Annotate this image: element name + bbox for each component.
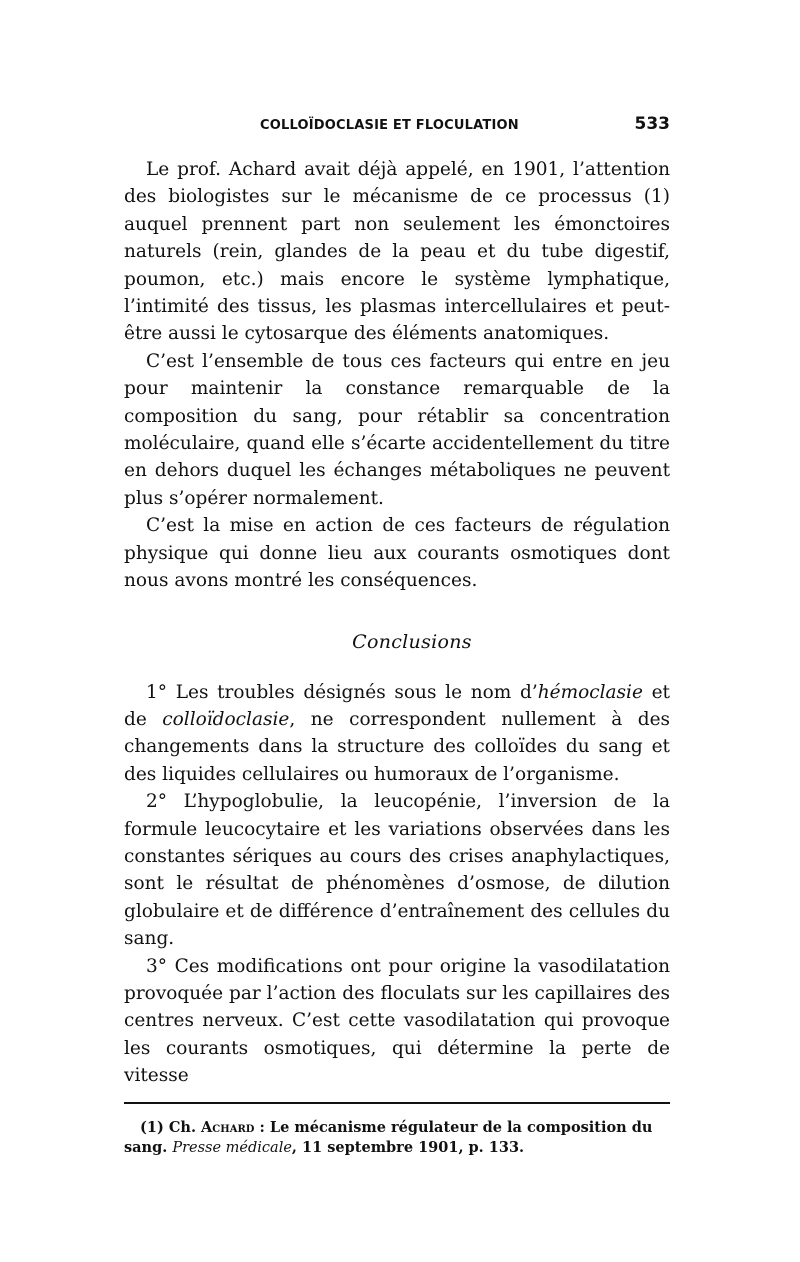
footnote-author: Achard — [201, 1118, 255, 1136]
body-text — [124, 156, 670, 1090]
paragraph-2: C’est l’ensemble de tous ces facteurs qui entre en jeu pour maintenir la constance remarquable de la composition du sang, pour rétablir sa concentration moléculaire, quand elle s’écarte accidentellement du titre en dehors duquel les échanges métaboliques ne peuvent plus s’opérer normalement. — [124, 350, 670, 509]
page-header — [124, 110, 670, 136]
paragraph-3: C’est la mise en action de ces facteurs de régulation physique qui donne lieu aux courants osmotiques dont nous avons montré les conséquences. — [124, 515, 670, 592]
footnote — [124, 1118, 670, 1158]
running-title: COLLOÏDOCLASIE ET FLOCULATION — [260, 118, 519, 133]
footnote-journal: Presse médicale — [172, 1139, 292, 1156]
footnote-title: : Le mécanisme régulateur de la composition du sang. — [124, 1118, 653, 1156]
book-page — [124, 110, 670, 1158]
conclusion-1-prefix: 1° Les troubles désignés sous le nom d’ — [146, 681, 538, 703]
footnote-marker: (1) Ch. — [140, 1118, 202, 1136]
conclusion-3: 3° Ces modifications ont pour origine la vasodilatation provoquée par l’action des floculats sur les capillaires des centres nerveux. C’est cette vasodilatation qui provoque les courants osmotiques, qui détermine la perte de vitesse — [124, 955, 670, 1087]
footnote-rule — [124, 1102, 670, 1104]
page-number: 533 — [634, 114, 670, 134]
term-colloidoclasie: colloïdoclasie — [162, 708, 290, 730]
paragraph-1: Le prof. Achard avait déjà appelé, en 1901, l’attention des biologistes sur le mécanisme de ce processus (1) auquel prennent part non seulement les émonctoires naturels (rein, glandes de la peau et du tube digestif, poumon, etc.) mais encore le système lymphatique, l’intimité des tissus, les plasmas intercellulaires et peut-être aussi le cytosarque des éléments anatomiques. — [124, 159, 670, 345]
section-heading: Conclusions — [352, 630, 472, 653]
conclusion-2: 2° L’hypoglobulie, la leucopénie, l’inversion de la formule leucocytaire et les variations observées dans les constantes sériques au cours des crises anaphylactiques, sont le résultat de phénomènes d’osmose, de dilution globulaire et de différence d’entraînement des cellules du sang. — [124, 791, 670, 950]
term-hemoclasie: hémoclasie — [537, 681, 643, 703]
conclusion-1-middle: et de — [124, 681, 670, 730]
footnote-date: , 11 septembre 1901, p. 133. — [291, 1138, 525, 1156]
conclusion-1-suffix: , ne correspondent nullement à des changements dans la structure des colloïdes du sang et des liquides cellulaires ou humoraux de l’organisme. — [124, 708, 671, 785]
conclusion-1 — [124, 679, 670, 789]
